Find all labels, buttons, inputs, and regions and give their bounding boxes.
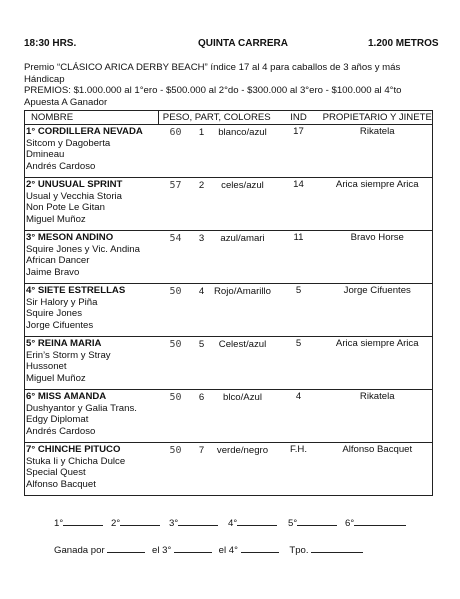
header-peso: PESO, PART, bbox=[162, 112, 222, 123]
ganada-por-blank[interactable] bbox=[107, 543, 145, 553]
table-row bbox=[25, 125, 433, 178]
horse-name: 3° MESON ANDINO bbox=[26, 232, 114, 243]
horse-cell bbox=[25, 337, 159, 390]
header-colores: COLORES bbox=[223, 112, 271, 123]
part-value: 1 bbox=[198, 127, 205, 138]
horse-cell bbox=[25, 443, 159, 496]
apuesta-type: Apuesta A Ganador bbox=[24, 96, 108, 108]
place-label-1: 1° bbox=[54, 518, 64, 529]
place-blank-3[interactable] bbox=[178, 516, 218, 526]
table-row bbox=[25, 178, 433, 231]
premio-handicap: Hándicap bbox=[24, 73, 65, 85]
horse-cell bbox=[25, 231, 159, 284]
part-value: 7 bbox=[198, 445, 205, 456]
place-blank-5[interactable] bbox=[297, 516, 337, 526]
horse-jockey: Miguel Muñoz bbox=[26, 213, 86, 225]
header-propietario: PROPIETARIO Y JINETE bbox=[322, 112, 432, 123]
owner-value: Rikatela bbox=[323, 390, 433, 443]
peso-value: 50 bbox=[169, 286, 182, 297]
premio-block bbox=[24, 62, 434, 108]
ind-value: 11 bbox=[275, 231, 323, 284]
horse-dam-sire: African Dancer bbox=[26, 255, 90, 266]
premios-amounts: PREMIOS: $1.000.000 al 1°ero - $500.000 al 2°do - $300.000 al 3°ero - $100.000 al 4°to bbox=[24, 85, 402, 97]
horse-jockey: Alfonso Bacquet bbox=[26, 478, 96, 490]
owner-value: Rikatela bbox=[323, 125, 433, 178]
table-row bbox=[25, 337, 433, 390]
ind-value: 5 bbox=[275, 337, 323, 390]
horse-pedigree: Stuka Ii y Chicha Dulce bbox=[26, 455, 126, 467]
el-3-label: el 3° bbox=[152, 545, 172, 556]
colores-value: blco/Azul bbox=[223, 392, 262, 403]
place-blank-2[interactable] bbox=[120, 516, 160, 526]
part-value: 3 bbox=[198, 233, 205, 244]
part-value: 4 bbox=[198, 286, 205, 297]
race-time: 18:30 HRS. bbox=[24, 38, 77, 49]
ind-value: 5 bbox=[275, 284, 323, 337]
peso-value: 57 bbox=[169, 180, 182, 191]
peso-part-colores-cell bbox=[159, 125, 275, 178]
colores-value: Celest/azul bbox=[218, 339, 267, 350]
horse-dam-sire: Non Pote Le Gitan bbox=[26, 202, 105, 213]
part-value: 5 bbox=[198, 339, 205, 350]
colores-value: celes/azul bbox=[221, 180, 264, 191]
header-nombre: NOMBRE bbox=[25, 111, 159, 125]
horse-dam-sire: Special Quest bbox=[26, 467, 86, 478]
peso-part-colores-cell bbox=[159, 390, 275, 443]
horse-jockey: Miguel Muñoz bbox=[26, 372, 86, 384]
place-label-3: 3° bbox=[169, 518, 179, 529]
peso-part-colores-cell bbox=[159, 178, 275, 231]
table-row bbox=[25, 284, 433, 337]
peso-value: 50 bbox=[169, 339, 182, 350]
ganada-por-label: Ganada por bbox=[54, 545, 105, 556]
horse-jockey: Andrés Cardoso bbox=[26, 425, 96, 437]
header-peso-colores bbox=[159, 111, 275, 125]
ind-value: 17 bbox=[275, 125, 323, 178]
place-label-4: 4° bbox=[228, 518, 238, 529]
owner-value: Arica siempre Arica bbox=[323, 178, 433, 231]
horse-pedigree: Dushyantor y Galia Trans. bbox=[26, 402, 137, 414]
horse-pedigree: Erin’s Storm y Stray bbox=[26, 349, 111, 361]
horse-cell bbox=[25, 390, 159, 443]
peso-value: 54 bbox=[169, 233, 182, 244]
table-row bbox=[25, 390, 433, 443]
peso-value: 50 bbox=[169, 392, 182, 403]
place-label-5: 5° bbox=[288, 518, 298, 529]
horse-pedigree: Sitcom y Dagoberta bbox=[26, 137, 111, 149]
header-ind: IND bbox=[275, 111, 323, 125]
ind-value: F.H. bbox=[275, 443, 323, 496]
horse-dam-sire: Edgy Diplomat bbox=[26, 414, 89, 425]
horse-pedigree: Usual y Vecchia Storia bbox=[26, 190, 122, 202]
place-blank-4[interactable] bbox=[237, 516, 277, 526]
horse-name: 4° SIETE ESTRELLAS bbox=[26, 285, 126, 296]
horse-name: 6° MISS AMANDA bbox=[26, 391, 107, 402]
tpo-blank[interactable] bbox=[311, 543, 363, 553]
horse-jockey: Jaime Bravo bbox=[26, 266, 80, 278]
table-row bbox=[25, 443, 433, 496]
place-blank-1[interactable] bbox=[63, 516, 103, 526]
peso-part-colores-cell bbox=[159, 337, 275, 390]
owner-value: Jorge Cifuentes bbox=[323, 284, 433, 337]
table-row bbox=[25, 231, 433, 284]
colores-value: verde/negro bbox=[216, 445, 269, 456]
race-distance: 1.200 METROS bbox=[368, 38, 439, 49]
premio-title: Premio “CLÁSICO ARICA DERBY BEACH” índice 17 al 4 para caballos de 3 años y más bbox=[24, 62, 401, 73]
horse-cell bbox=[25, 125, 159, 178]
horse-dam-sire: Hussonet bbox=[26, 361, 67, 372]
race-number: QUINTA CARRERA bbox=[198, 38, 288, 49]
peso-part-colores-cell bbox=[159, 443, 275, 496]
el-4-label: el 4° bbox=[218, 545, 238, 556]
el-3-blank[interactable] bbox=[174, 543, 212, 553]
horse-dam-sire: Squire Jones bbox=[26, 308, 82, 319]
ind-value: 14 bbox=[275, 178, 323, 231]
place-label-2: 2° bbox=[111, 518, 121, 529]
table-header-row bbox=[25, 111, 433, 125]
horse-jockey: Andrés Cardoso bbox=[26, 160, 96, 172]
horse-name: 2° UNUSUAL SPRINT bbox=[26, 179, 123, 190]
ganada-line bbox=[54, 543, 363, 556]
colores-value: Rojo/Amarillo bbox=[213, 286, 272, 297]
peso-part-colores-cell bbox=[159, 231, 275, 284]
peso-part-colores-cell bbox=[159, 284, 275, 337]
ind-value: 4 bbox=[275, 390, 323, 443]
horse-jockey: Jorge Cifuentes bbox=[26, 319, 94, 331]
part-value: 6 bbox=[198, 392, 205, 403]
owner-value: Alfonso Bacquet bbox=[323, 443, 433, 496]
peso-value: 60 bbox=[169, 127, 182, 138]
horse-pedigree: Squire Jones y Vic. Andina bbox=[26, 243, 140, 255]
el-4-blank[interactable] bbox=[241, 543, 279, 553]
horse-name: 1° CORDILLERA NEVADA bbox=[26, 126, 143, 137]
colores-value: azul/amari bbox=[220, 233, 265, 244]
horse-pedigree: Sir Halory y Piña bbox=[26, 296, 98, 308]
horse-cell bbox=[25, 284, 159, 337]
place-blank-6[interactable] bbox=[354, 516, 406, 526]
entries-table bbox=[24, 110, 433, 496]
peso-value: 50 bbox=[169, 445, 182, 456]
tpo-label: Tpo. bbox=[289, 545, 309, 556]
place-label-6: 6° bbox=[345, 518, 355, 529]
horse-dam-sire: Dmineau bbox=[26, 149, 65, 160]
part-value: 2 bbox=[198, 180, 205, 191]
owner-value: Arica siempre Arica bbox=[323, 337, 433, 390]
owner-value: Bravo Horse bbox=[323, 231, 433, 284]
colores-value: blanco/azul bbox=[218, 127, 267, 138]
horse-name: 7° CHINCHE PITUCO bbox=[26, 444, 121, 455]
horse-name: 5° REINA MARIA bbox=[26, 338, 102, 349]
horse-cell bbox=[25, 178, 159, 231]
